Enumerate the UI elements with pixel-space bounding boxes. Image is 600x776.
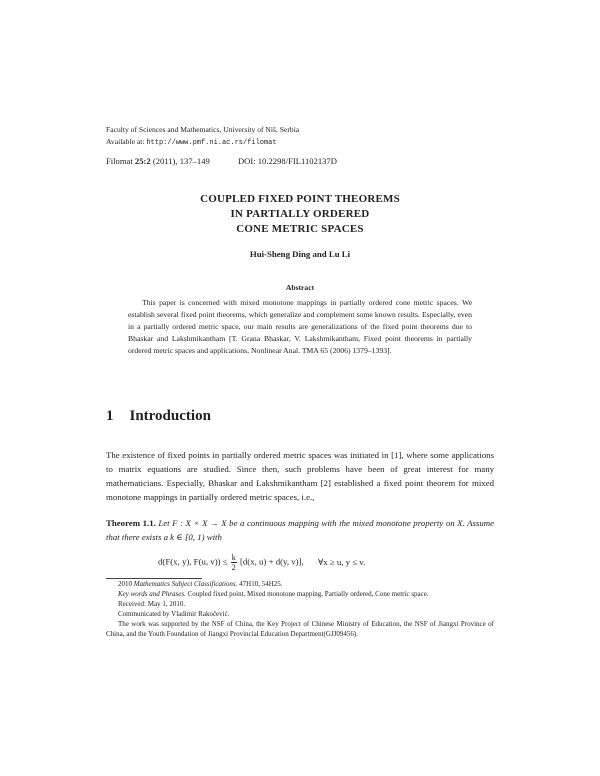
title-line-3: CONE METRIC SPACES [236,223,364,235]
keywords-label: Key words and Phrases. [118,589,186,598]
journal-volume: 25:2 [134,156,151,166]
available-label: Available at: [106,137,145,146]
journal-url[interactable]: http://www.pmf.ni.ac.rs/filomat [146,139,277,147]
theorem-statement: Let F : X × X → X be a continuous mapping with the mixed monotone property on X. Assume that there exists a k ∈ [0, 1) with [106,518,495,542]
availability-line [106,137,506,148]
theorem-label: Theorem 1.1. [106,518,156,528]
fraction-numerator: k [231,553,236,562]
fraction-denominator: 2 [231,563,236,572]
section-heading [106,408,211,425]
intro-paragraph: The existence of fixed points in partially ordered metric spaces was initiated in [1], where some applications to matrix equations are studied. Since then, such problems have been of great interest for many mathematicians. Especially, Bhaskar and Lakshmikantham [2] established a fixed point theorem for mixed monotone mappings in partially ordered metric spaces, i.e., [106,450,494,502]
equation-right: [d(x, u) + d(y, v)], [239,556,304,567]
paper-title [106,192,494,237]
display-equation [106,549,494,573]
equation-left: d(F(x, y), F(u, v)) ≤ [158,556,228,567]
footnote-support: The work was supported by the NSF of China, the Key Project of Chinese Ministry of Education, the NSF of Jiangxi Province of China, and the Youth Foundation of Jiangxi Provincial Education Department(GJJ09456). [106,619,494,638]
journal-reference [106,156,210,166]
section-title: Introduction [129,408,211,424]
equation-condition: ∀x ≥ u, y ≤ v. [317,556,366,567]
authors: Hui-Sheng Ding and Lu Li [249,249,351,259]
msc-year: 2010 [118,580,132,588]
journal-name: Filomat [106,156,133,166]
msc-label: Mathematics Subject Classifications. [133,580,238,588]
footnote-communicated: Communicated by Vladimir Rakočević. [118,609,230,618]
footnote-keywords [106,590,494,600]
affiliation: Faculty of Sciences and Mathematics, University of Niš, Serbia [106,125,300,134]
journal-reference-line [106,156,506,166]
abstract-text: This paper is concerned with mixed monotone mappings in partially ordered cone metric spaces. We establish several fixed point theorems, which generalize and complement some known results. Especially, even in a partially ordered metric space, our main results are generalizations of the fixed point theorems due to Bhaskar and Lakshmikantham [T. Grana Bhaskar, V. Lakshmikantham, Fixed point theorems in partially ordered metric spaces and applications, Nonlinear Anal. TMA 65 (2006) 1379–1393]. [128,298,472,355]
footnote-msc [106,580,494,590]
journal-pages: (2011), 137–149 [152,156,210,166]
title-line-1: COUPLED FIXED POINT THEOREMS [200,193,400,205]
abstract-heading: Abstract [285,283,315,292]
footnote-rule [106,578,202,579]
footnotes [106,580,494,639]
footnote-received: Received: May 1, 2010. [118,599,186,608]
doi: DOI: 10.2298/FIL1102137D [237,156,337,166]
msc-value: 47H10, 54H25. [239,580,283,588]
equation-fraction [231,553,237,572]
keywords-value: Coupled fixed point, Mixed monotone mapping, Partially ordered, Cone metric space. [187,589,429,598]
theorem-1-1 [106,516,494,544]
title-line-2: IN PARTIALLY ORDERED [230,208,370,220]
section-number: 1 [106,408,114,424]
